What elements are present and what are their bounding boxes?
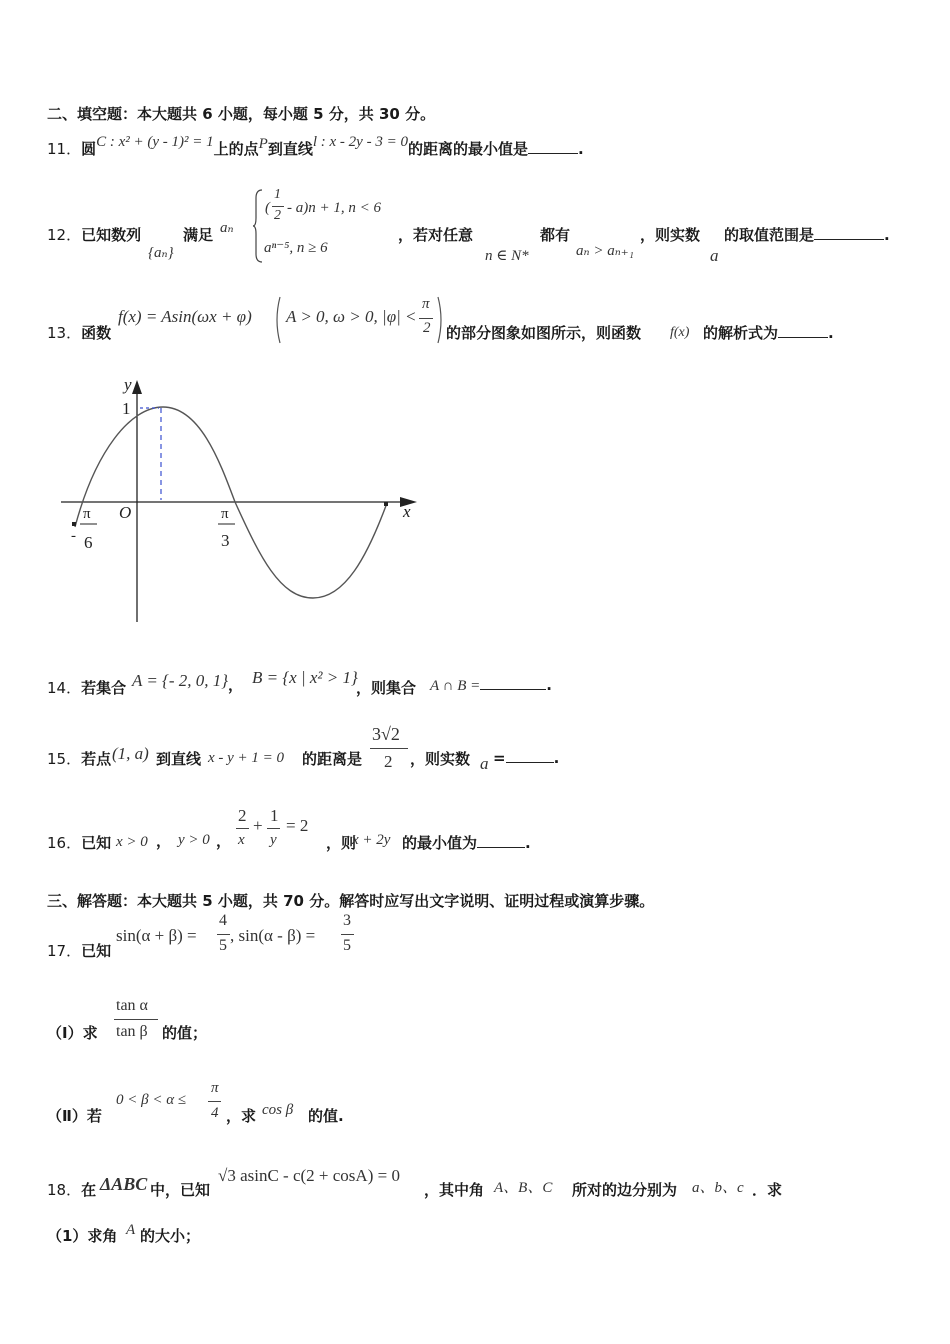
sequence-symbol: {aₙ} xyxy=(148,245,174,261)
answer-blank[interactable] xyxy=(778,323,828,338)
question-number: 16． xyxy=(47,834,82,852)
question-text: 若点 xyxy=(81,750,112,768)
function-expression: f(x) = Asin(ωx + φ) xyxy=(118,307,252,326)
two-denominator: 2 xyxy=(423,320,431,336)
frac2-bar xyxy=(267,828,280,829)
circle-equation: C : x² + (y - 1)² = 1 xyxy=(96,134,214,150)
case-1-open: ( xyxy=(265,200,270,216)
case-2: aⁿ⁻⁵, n ≥ 6 xyxy=(264,240,328,256)
sine-graph xyxy=(55,372,425,634)
expression: x + 2y xyxy=(352,832,391,848)
intersection: A ∩ B = xyxy=(430,678,481,694)
neg-sign: - xyxy=(71,528,76,544)
case-1-frac-bar xyxy=(272,206,284,207)
right-endpoint xyxy=(384,502,388,506)
line-equation: l : x - 2y - 3 = 0 xyxy=(312,134,408,150)
question-text: 满足 xyxy=(183,226,214,244)
question-number: 12． xyxy=(47,226,82,244)
left-paren xyxy=(273,296,281,344)
pi4-bar xyxy=(208,1101,221,1102)
question-text: ，其中角 xyxy=(424,1181,485,1199)
frac1-den: x xyxy=(238,832,245,848)
question-number: 11． xyxy=(47,140,82,158)
question-text: . xyxy=(546,676,552,694)
angle-range: 0 < β < α ≤ xyxy=(116,1092,187,1108)
part-1-end: 的值； xyxy=(162,1024,208,1042)
plus: + xyxy=(253,816,263,835)
question-text: 若集合 xyxy=(81,679,127,697)
sin-diff: , sin(α - β) = xyxy=(230,926,316,945)
section-header-fill-in: 二、填空题：本大题共 6 小题，每小题 5 分，共 30 分。 xyxy=(47,105,436,123)
question-text: 的部分图象如图所示，则函数 xyxy=(446,324,642,342)
question-text: 已知 xyxy=(81,834,112,852)
question-text: ，则 xyxy=(326,834,357,852)
equals-two: = 2 xyxy=(286,816,309,835)
question-text: 函数 xyxy=(81,324,112,342)
question-text: 中，已知 xyxy=(150,1181,211,1199)
pi-numerator: π xyxy=(422,296,430,312)
sequence-term: aₙ xyxy=(220,220,234,236)
set-b: B = {x | x² > 1} xyxy=(252,668,358,687)
y-label: y xyxy=(124,375,132,394)
cos-beta: cos β xyxy=(262,1102,294,1118)
question-text: . xyxy=(525,834,531,852)
set-a: A = {- 2, 0, 1} xyxy=(132,671,229,690)
question-text: ， xyxy=(216,832,232,850)
question-number: 14． xyxy=(47,679,82,697)
question-number: 18． xyxy=(47,1181,82,1199)
question-text: ，若对任意 xyxy=(398,226,474,244)
one-label: 1 xyxy=(122,399,131,418)
answer-blank[interactable] xyxy=(814,225,884,240)
frac1-bar xyxy=(217,934,230,935)
distance-numerator: 3√2 xyxy=(372,724,400,744)
fx-symbol: f(x) xyxy=(670,325,690,340)
y-axis-arrow xyxy=(132,380,142,394)
question-text: 圆 xyxy=(81,140,97,158)
question-text: ， xyxy=(228,676,244,694)
frac1-den: 5 xyxy=(219,937,227,954)
part-2-label: （Ⅱ）若 xyxy=(47,1107,102,1125)
frac1-bar xyxy=(236,828,249,829)
question-text: 到直线 xyxy=(267,140,313,158)
tan-denominator: tan β xyxy=(116,1023,148,1040)
answer-blank[interactable] xyxy=(506,748,554,763)
question-number: 17． xyxy=(47,942,82,960)
question-text: 的距离的最小值是 xyxy=(407,140,528,158)
pi3-denominator: 3 xyxy=(221,531,230,550)
question-text: 在 xyxy=(81,1181,97,1199)
question-text: 的最小值为 xyxy=(402,834,478,852)
case-1-frac-num: 1 xyxy=(274,187,281,202)
sides: a、b、c xyxy=(692,1180,744,1196)
question-text: ， xyxy=(156,832,172,850)
question-text: ．求 xyxy=(752,1181,783,1199)
part-2-end: 的值. xyxy=(308,1107,344,1125)
question-text: . xyxy=(577,140,584,158)
part-1-end: 的大小； xyxy=(140,1227,201,1245)
part-1-label: （Ⅰ）求 xyxy=(47,1024,98,1042)
condition-x: x > 0 xyxy=(116,834,148,850)
frac2-num: 1 xyxy=(270,806,279,825)
question-text: = xyxy=(493,749,506,767)
answer-blank[interactable] xyxy=(480,675,546,690)
question-text: 的距离是 xyxy=(302,750,363,768)
question-text: 已知数列 xyxy=(81,226,142,244)
question-text: 的取值范围是 xyxy=(724,226,815,244)
pi3-numerator: π xyxy=(221,506,229,522)
question-text: ，则实数 xyxy=(640,226,701,244)
frac2-den: y xyxy=(270,832,277,848)
line-equation: x - y + 1 = 0 xyxy=(208,750,285,766)
variable-a: a xyxy=(480,754,489,773)
question-text: 所对的边分别为 xyxy=(572,1181,678,1199)
question-text: 上的点 xyxy=(213,140,259,158)
case-1-rest: - a)n + 1, n < 6 xyxy=(287,200,381,216)
question-text: 的解析式为 xyxy=(703,324,779,342)
n-condition: n ∈ N* xyxy=(485,248,529,264)
question-text: 已知 xyxy=(81,942,112,960)
variable-a: a xyxy=(710,246,719,265)
pi-numerator: π xyxy=(211,1080,219,1096)
equation: √3 asinC - c(2 + cosA) = 0 xyxy=(218,1166,400,1185)
case-1-frac-den: 2 xyxy=(274,208,281,223)
sin-sum: sin(α + β) = xyxy=(116,926,197,945)
x-label: x xyxy=(403,502,411,521)
condition-y: y > 0 xyxy=(178,832,210,848)
part-1-label: （1）求角 xyxy=(47,1227,118,1245)
frac-bar xyxy=(419,318,433,319)
triangle-symbol: ΔABC xyxy=(100,1174,148,1194)
frac1-num: 4 xyxy=(219,912,227,929)
angles: A、B、C xyxy=(494,1180,553,1196)
answer-blank[interactable] xyxy=(477,833,525,848)
question-number: 15． xyxy=(47,750,82,768)
condition: A > 0, ω > 0, |φ| < xyxy=(286,307,417,326)
frac2-den: 5 xyxy=(343,937,351,954)
distance-bar xyxy=(370,748,408,749)
question-11 xyxy=(47,134,584,159)
distance-denominator: 2 xyxy=(384,752,393,771)
part-2-mid: ，求 xyxy=(226,1107,257,1125)
section-header-solutions: 三、解答题：本大题共 5 小题，共 70 分。解答时应写出文字说明、证明过程或演算步骤。 xyxy=(47,892,655,910)
frac2-num: 3 xyxy=(343,912,351,929)
pi6-denominator: 6 xyxy=(84,533,93,552)
piecewise-brace xyxy=(252,188,264,264)
question-number: 13． xyxy=(47,324,82,342)
question-text: . xyxy=(828,324,834,342)
question-text: ，则实数 xyxy=(410,750,471,768)
tan-numerator: tan α xyxy=(116,997,148,1014)
four-denominator: 4 xyxy=(211,1105,219,1121)
left-endpoint xyxy=(72,522,76,526)
question-text: ，则集合 xyxy=(356,679,417,697)
angle-a: A xyxy=(126,1222,136,1238)
origin-label: O xyxy=(119,503,132,522)
tan-bar xyxy=(114,1019,158,1020)
question-text: . xyxy=(553,749,560,767)
question-text: . xyxy=(884,226,890,244)
right-paren xyxy=(437,296,445,344)
answer-blank[interactable] xyxy=(528,139,578,154)
point: (1, a) xyxy=(112,744,149,763)
frac2-bar xyxy=(341,934,354,935)
frac1-num: 2 xyxy=(238,806,247,825)
point-symbol: P xyxy=(258,136,268,152)
question-text: 到直线 xyxy=(156,750,202,768)
question-text: 都有 xyxy=(540,226,571,244)
pi6-numerator: π xyxy=(83,506,91,522)
inequality: aₙ > aₙ₊₁ xyxy=(576,243,634,259)
